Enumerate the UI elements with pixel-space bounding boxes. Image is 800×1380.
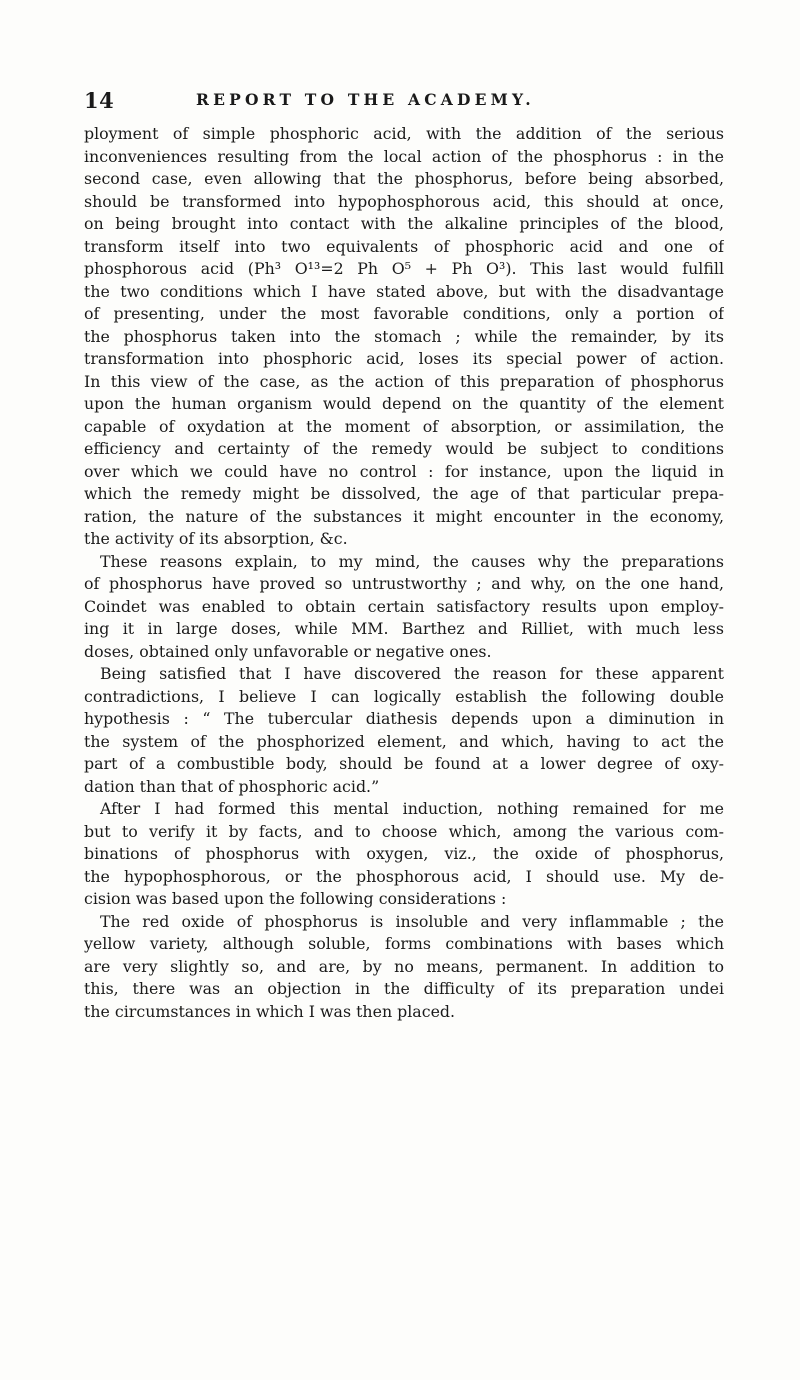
text-line: doses, obtained only unfavorable or negative ones. — [84, 641, 492, 661]
text-line: contradictions, I believe I can logically establish the following double — [84, 686, 724, 706]
text-line: binations of phosphorus with oxygen, viz., the oxide of phosphorus, — [84, 844, 724, 863]
text-line: the phosphorus taken into the stomach ; while the remainder, by its — [84, 326, 724, 346]
text-line: Coindet was enabled to obtain certain satisfactory results upon employ- — [84, 596, 724, 616]
text-line: but to verify it by facts, and to choose which, among the various com- — [84, 821, 724, 841]
body-text — [84, 123, 724, 1023]
text-line: the hypophosphorous, or the phosphorous acid, I should use. My de- — [84, 866, 724, 886]
text-line: phosphorous acid (Ph³ O¹³=2 Ph O⁵ + Ph O³). This last would fulfill — [84, 259, 724, 278]
text-line: yellow variety, although soluble, forms combinations with bases which — [84, 934, 724, 953]
text-line: the circumstances in which I was then placed. — [84, 1001, 456, 1021]
text-line: of presenting, under the most favorable conditions, only a portion of — [84, 304, 724, 323]
text-line: hypothesis : “ The tubercular diathesis depends upon a diminution in — [84, 709, 724, 728]
text-line: of phosphorus have proved so untrustworthy ; and why, on the one hand, — [84, 574, 724, 593]
text-line: ing it in large doses, while MM. Barthez and Rilliet, with much less — [84, 619, 724, 638]
text-line: ployment of simple phosphoric acid, with the addition of the serious — [84, 124, 724, 143]
text-line: should be transformed into hypophosphorous acid, this should at once, — [84, 191, 724, 211]
text-line: the two conditions which I have stated above, but with the disadvantage — [84, 281, 724, 301]
text-line: on being brought into contact with the alkaline principles of the blood, — [84, 214, 724, 233]
running-head — [84, 88, 724, 118]
paragraph-start: After I had formed this mental induction, nothing remained for me — [100, 799, 724, 818]
text-line: part of a combustible body, should be found at a lower degree of oxy- — [84, 754, 724, 773]
text-line: upon the human organism would depend on the quantity of the element — [84, 394, 724, 413]
paragraph-start: The red oxide of phosphorus is insoluble and very inflammable ; the — [100, 911, 724, 931]
text-line: the activity of its absorption, &c. — [84, 529, 348, 548]
text-line: second case, even allowing that the phosphorus, before being absorbed, — [84, 169, 724, 188]
text-line: dation than that of phosphoric acid.” — [84, 776, 380, 796]
text-line: which the remedy might be dissolved, the age of that particular prepa- — [84, 484, 724, 503]
text-line: this, there was an objection in the difficulty of its preparation undei — [84, 979, 724, 998]
running-title: REPORT TO THE ACADEMY. — [196, 90, 535, 109]
text-line: the system of the phosphorized element, and which, having to act the — [84, 731, 724, 751]
text-line: transform itself into two equivalents of phosphoric acid and one of — [84, 236, 724, 256]
text-line: are very slightly so, and are, by no means, permanent. In addition to — [84, 956, 724, 976]
text-line: transformation into phosphoric acid, loses its special power of action. — [84, 349, 724, 368]
page-number: 14 — [84, 88, 115, 113]
text-line: cision was based upon the following considerations : — [84, 889, 507, 908]
text-line: capable of oxydation at the moment of absorption, or assimilation, the — [84, 416, 724, 436]
paragraph-start: Being satisfied that I have discovered the reason for these apparent — [100, 664, 724, 683]
text-line: In this view of the case, as the action of this preparation of phosphorus — [84, 371, 724, 391]
text-line: inconveniences resulting from the local action of the phosphorus : in the — [84, 146, 724, 166]
text-line: over which we could have no control : for instance, upon the liquid in — [84, 461, 724, 481]
text-line: efficiency and certainty of the remedy would be subject to conditions — [84, 439, 724, 458]
text-line: ration, the nature of the substances it might encounter in the economy, — [84, 506, 724, 526]
paragraph-start: These reasons explain, to my mind, the causes why the preparations — [100, 551, 724, 571]
